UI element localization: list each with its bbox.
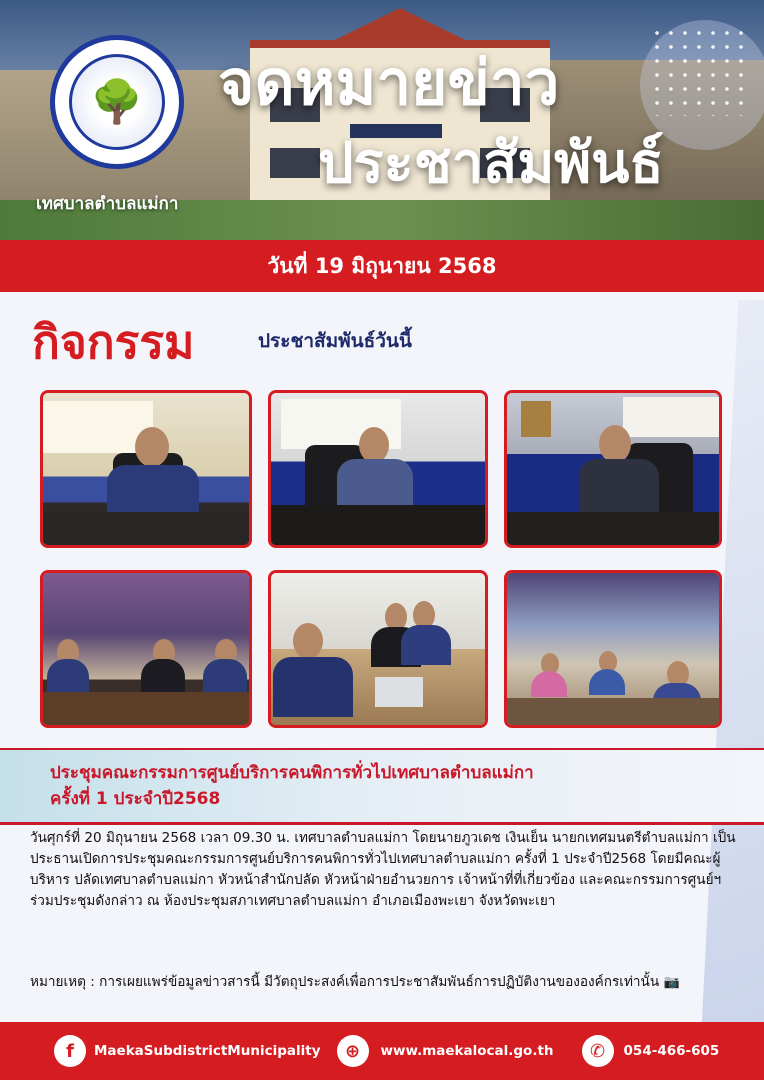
phone-icon[interactable]: ✆ bbox=[582, 1035, 614, 1067]
facebook-icon[interactable]: f bbox=[54, 1035, 86, 1067]
news-body: วันศุกร์ที่ 20 มิถุนายน 2568 เวลา 09.30 น. เทศบาลตำบลแม่กา โดยนายภูวเดช เงินเย็น นายกเทศมนตรีตำบลแม่กา เป็นประธานเปิดการประชุมคณะกรรมการศูนย์บริการคนพิการทั่วไปเทศบาลตำบลแม่กา ครั้งที่ 1 ประจำปี2568 โดยมีคณะผู้บริหาร ปลัดเทศบาลตำบลแม่กา หัวหน้าสำนักปลัด หัวหน้าฝ่ายอำนวยการ เจ้าหน้าที่ที่เกี่ยวข้อง และคณะกรรมการศูนย์ฯ ร่วมประชุมดังกล่าว ณ ห้องประชุมสภาเทศบาลตำบลแม่กา อำเภอเมืองพะเยา จังหวัดพะเยา bbox=[30, 830, 736, 909]
globe-icon[interactable]: ⊕ bbox=[337, 1035, 369, 1067]
org-name: เทศบาลตำบลแม่กา bbox=[36, 194, 179, 213]
tree-icon: 🌳 bbox=[69, 54, 165, 150]
date-band bbox=[0, 240, 764, 292]
headline-bottom-rule bbox=[0, 822, 764, 825]
disclaimer-note bbox=[30, 972, 742, 993]
headline-line-1: ประชุมคณะกรรมการศูนย์บริการคนพิการทั่วไปเทศบาลตำบลแม่กา bbox=[50, 763, 534, 783]
facebook-link[interactable]: MaekaSubdistrictMunicipality bbox=[94, 1043, 321, 1059]
phone-number[interactable]: 054-466-605 bbox=[623, 1043, 720, 1059]
newsletter-subtitle: ประชาสัมพันธ์ bbox=[318, 131, 664, 196]
photo-1 bbox=[40, 390, 252, 548]
date-text: วันที่ 19 มิถุนายน 2568 bbox=[267, 253, 497, 278]
note-text: หมายเหตุ : การเผยแพร่ข้อมูลข่าวสารนี้ มีวัตถุประสงค์เพื่อการประชาสัมพันธ์การปฏิบัติงานขององค์กรเท่านั้น bbox=[30, 974, 660, 990]
headline-line-2: ครั้งที่ 1 ประจำปี2568 bbox=[50, 789, 221, 809]
website-link[interactable]: www.maekalocal.go.th bbox=[380, 1043, 554, 1059]
photo-2 bbox=[268, 390, 488, 548]
photo-3 bbox=[504, 390, 722, 548]
header-banner bbox=[0, 0, 764, 240]
photo-4 bbox=[40, 570, 252, 728]
municipality-logo bbox=[50, 35, 184, 169]
camera-icon: 📷 bbox=[663, 975, 680, 990]
headline bbox=[50, 760, 730, 812]
newsletter-title: จดหมายข่าว bbox=[218, 46, 560, 119]
decorative-dots bbox=[650, 26, 750, 116]
photo-5 bbox=[268, 570, 488, 728]
activity-subtitle: ประชาสัมพันธ์วันนี้ bbox=[258, 330, 412, 352]
photo-6 bbox=[504, 570, 722, 728]
activity-title: กิจกรรม bbox=[32, 315, 195, 369]
contact-footer bbox=[0, 1022, 764, 1080]
